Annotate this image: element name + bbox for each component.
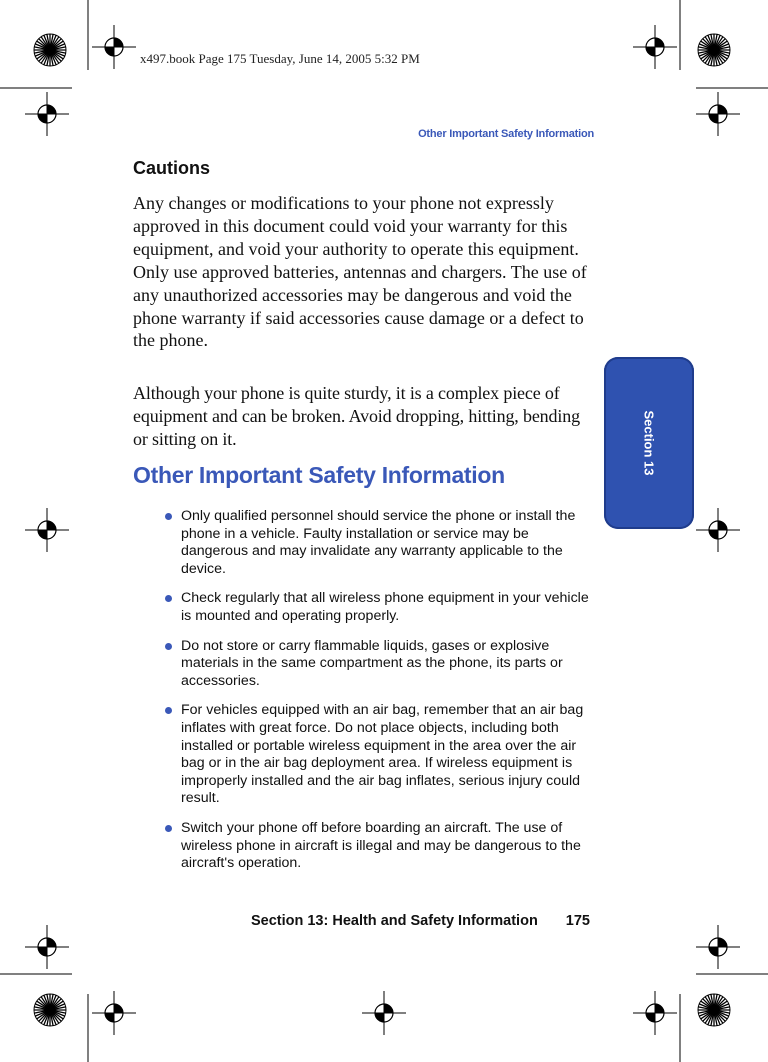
bullet-icon bbox=[165, 643, 172, 650]
bullet-text: For vehicles equipped with an air bag, remember that an air bag inflates with great force. Do not place objects, including both installed or portable wireless equipment in the area over the air bag or in the air bag deployment area. If wireless equipment is improperly installed and the air bag inflates, serious injury could result. bbox=[181, 702, 584, 807]
list-item bbox=[165, 820, 595, 873]
cautions-paragraph-2: Although your phone is quite sturdy, it is a complex piece of equipment and can be broken. Avoid dropping, hitting, bending or sitting on it. bbox=[133, 383, 580, 449]
page-number: 175 bbox=[565, 913, 590, 929]
bullet-icon bbox=[165, 707, 172, 714]
cautions-heading: Cautions bbox=[133, 158, 211, 178]
safety-bullet-list bbox=[165, 508, 595, 885]
print-slug: x497.book Page 175 Tuesday, June 14, 2005 5:32 PM bbox=[140, 51, 420, 66]
other-safety-heading: Other Important Safety Information bbox=[133, 462, 505, 488]
bullet-icon bbox=[165, 825, 172, 832]
bullet-icon bbox=[165, 595, 172, 602]
bullet-text: Do not store or carry flammable liquids, gases or explosive materials in the same compartment as the phone, its parts or accessories. bbox=[181, 637, 563, 689]
section-tab bbox=[604, 357, 694, 529]
list-item bbox=[165, 638, 595, 691]
bullet-icon bbox=[165, 513, 172, 520]
page-footer bbox=[251, 913, 590, 929]
list-item bbox=[165, 702, 595, 808]
bullet-text: Switch your phone off before boarding an aircraft. The use of wireless phone in aircraft is illegal and may be dangerous to the aircraft's operation. bbox=[181, 819, 581, 872]
running-header: Other Important Safety Information bbox=[418, 128, 594, 140]
section-tab-label: Section 13 bbox=[641, 410, 657, 476]
list-item bbox=[165, 508, 595, 578]
bullet-text: Only qualified personnel should service the phone or install the phone in a vehicle. Faulty installation or service may be dangerous and may invalidate any warranty applicable to the device. bbox=[181, 508, 576, 577]
footer-section-title: Section 13: Health and Safety Information bbox=[250, 913, 538, 929]
list-item bbox=[165, 590, 595, 625]
cautions-paragraph-1: Any changes or modifications to your phone not expressly approved in this document could void your warranty for this equipment, and void your authority to operate this equipment. Only use approved batteries, antennas and chargers. The use of any unauthorized accessories may be dangerous and void the phone warranty if said accessories cause damage or a defect to the phone. bbox=[133, 193, 587, 351]
bullet-text: Check regularly that all wireless phone equipment in your vehicle is mounted and operating properly. bbox=[181, 590, 589, 624]
